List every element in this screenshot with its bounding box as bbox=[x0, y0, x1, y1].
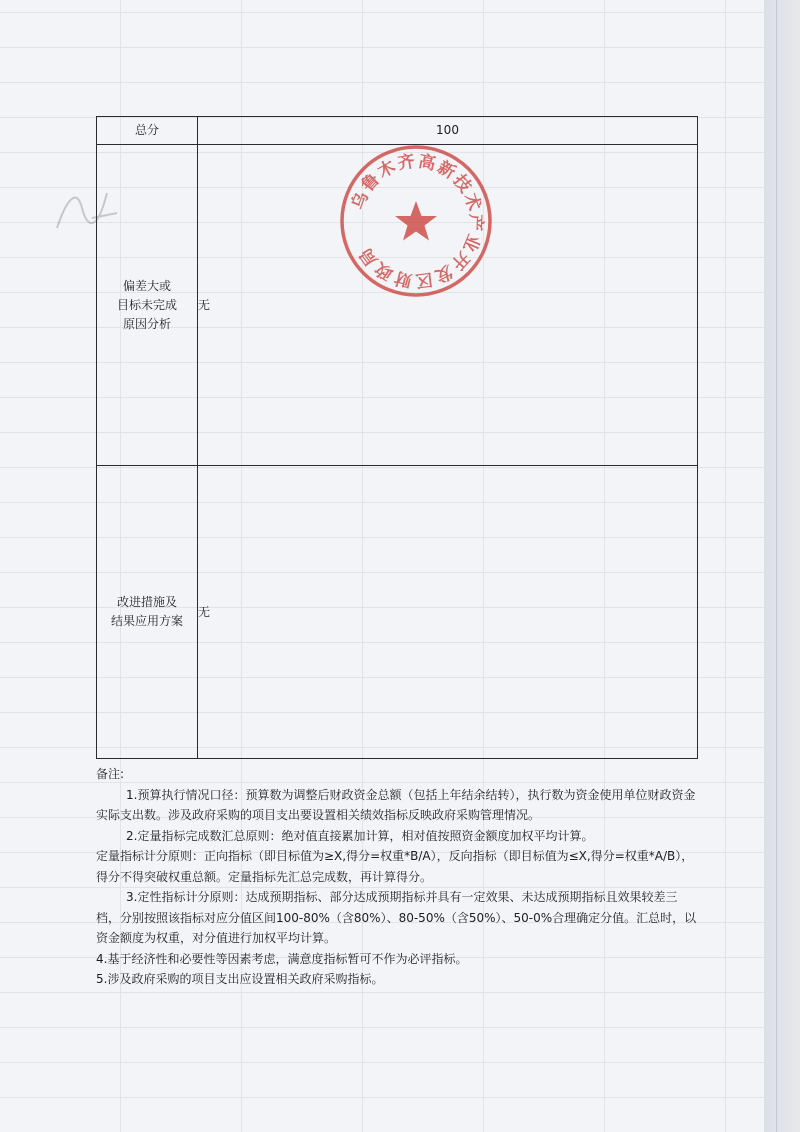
note-item: 定量指标计分原则：正向指标（即目标值为≥X,得分=权重*B/A），反向指标（即目标值为≤X,得分=权重*A/B），得分不得突破权重总额。定量指标先汇总完成数，再计算得分。 bbox=[96, 849, 694, 884]
total-label: 总分 bbox=[97, 117, 198, 145]
note-item: 2.定量指标完成数汇总原则：绝对值直接累加计算，相对值按照资金额度加权平均计算。 bbox=[126, 828, 594, 843]
notes-section bbox=[96, 764, 700, 990]
deviation-value: 无 bbox=[198, 145, 698, 466]
notes-title: 备注: bbox=[96, 767, 125, 781]
note-item: 4.基于经济性和必要性等因素考虑，满意度指标暂可不作为必评指标。 bbox=[96, 951, 468, 966]
deviation-label bbox=[97, 145, 198, 466]
deviation-label-line: 目标未完成 bbox=[116, 297, 177, 312]
note-item: 5.涉及政府采购的项目支出应设置相关政府采购指标。 bbox=[96, 972, 384, 986]
deviation-label-line: 偏差大或 bbox=[122, 278, 171, 293]
deviation-label-line: 原因分析 bbox=[122, 316, 171, 331]
page-edge-shadow bbox=[764, 0, 800, 1132]
improvement-value: 无 bbox=[198, 466, 698, 759]
table-row-improvement bbox=[97, 466, 698, 759]
improvement-label-line: 改进措施及 bbox=[116, 595, 177, 609]
improvement-label-line: 结果应用方案 bbox=[110, 614, 183, 628]
total-value: 100 bbox=[198, 117, 698, 145]
improvement-label bbox=[97, 466, 198, 759]
table-row-deviation bbox=[97, 145, 698, 466]
note-item: 3.定性指标计分原则：达成预期指标、部分达成预期指标并具有一定效果、未达成预期指标且效果较差三档，分别按照该指标对应分值区间100-80%（含80%）、80-50%（含50%）、50-0%合理确定分值。汇总时，以资金额度为权重，对分值进行加权平均计算。 bbox=[96, 890, 697, 945]
svg-text:乌鲁木齐高新技术产业开发区财政局: 乌鲁木齐高新技术产业开发区财政局 bbox=[348, 151, 486, 291]
note-item: 1.预算执行情况口径：预算数为调整后财政资金总额（包括上年结余结转），执行数为资金使用单位财政资金实际支出数。涉及政府采购的项目支出要设置相关绩效指标反映政府采购管理情况。 bbox=[96, 787, 696, 822]
table-row-total bbox=[97, 117, 698, 145]
evaluation-table bbox=[96, 116, 698, 759]
